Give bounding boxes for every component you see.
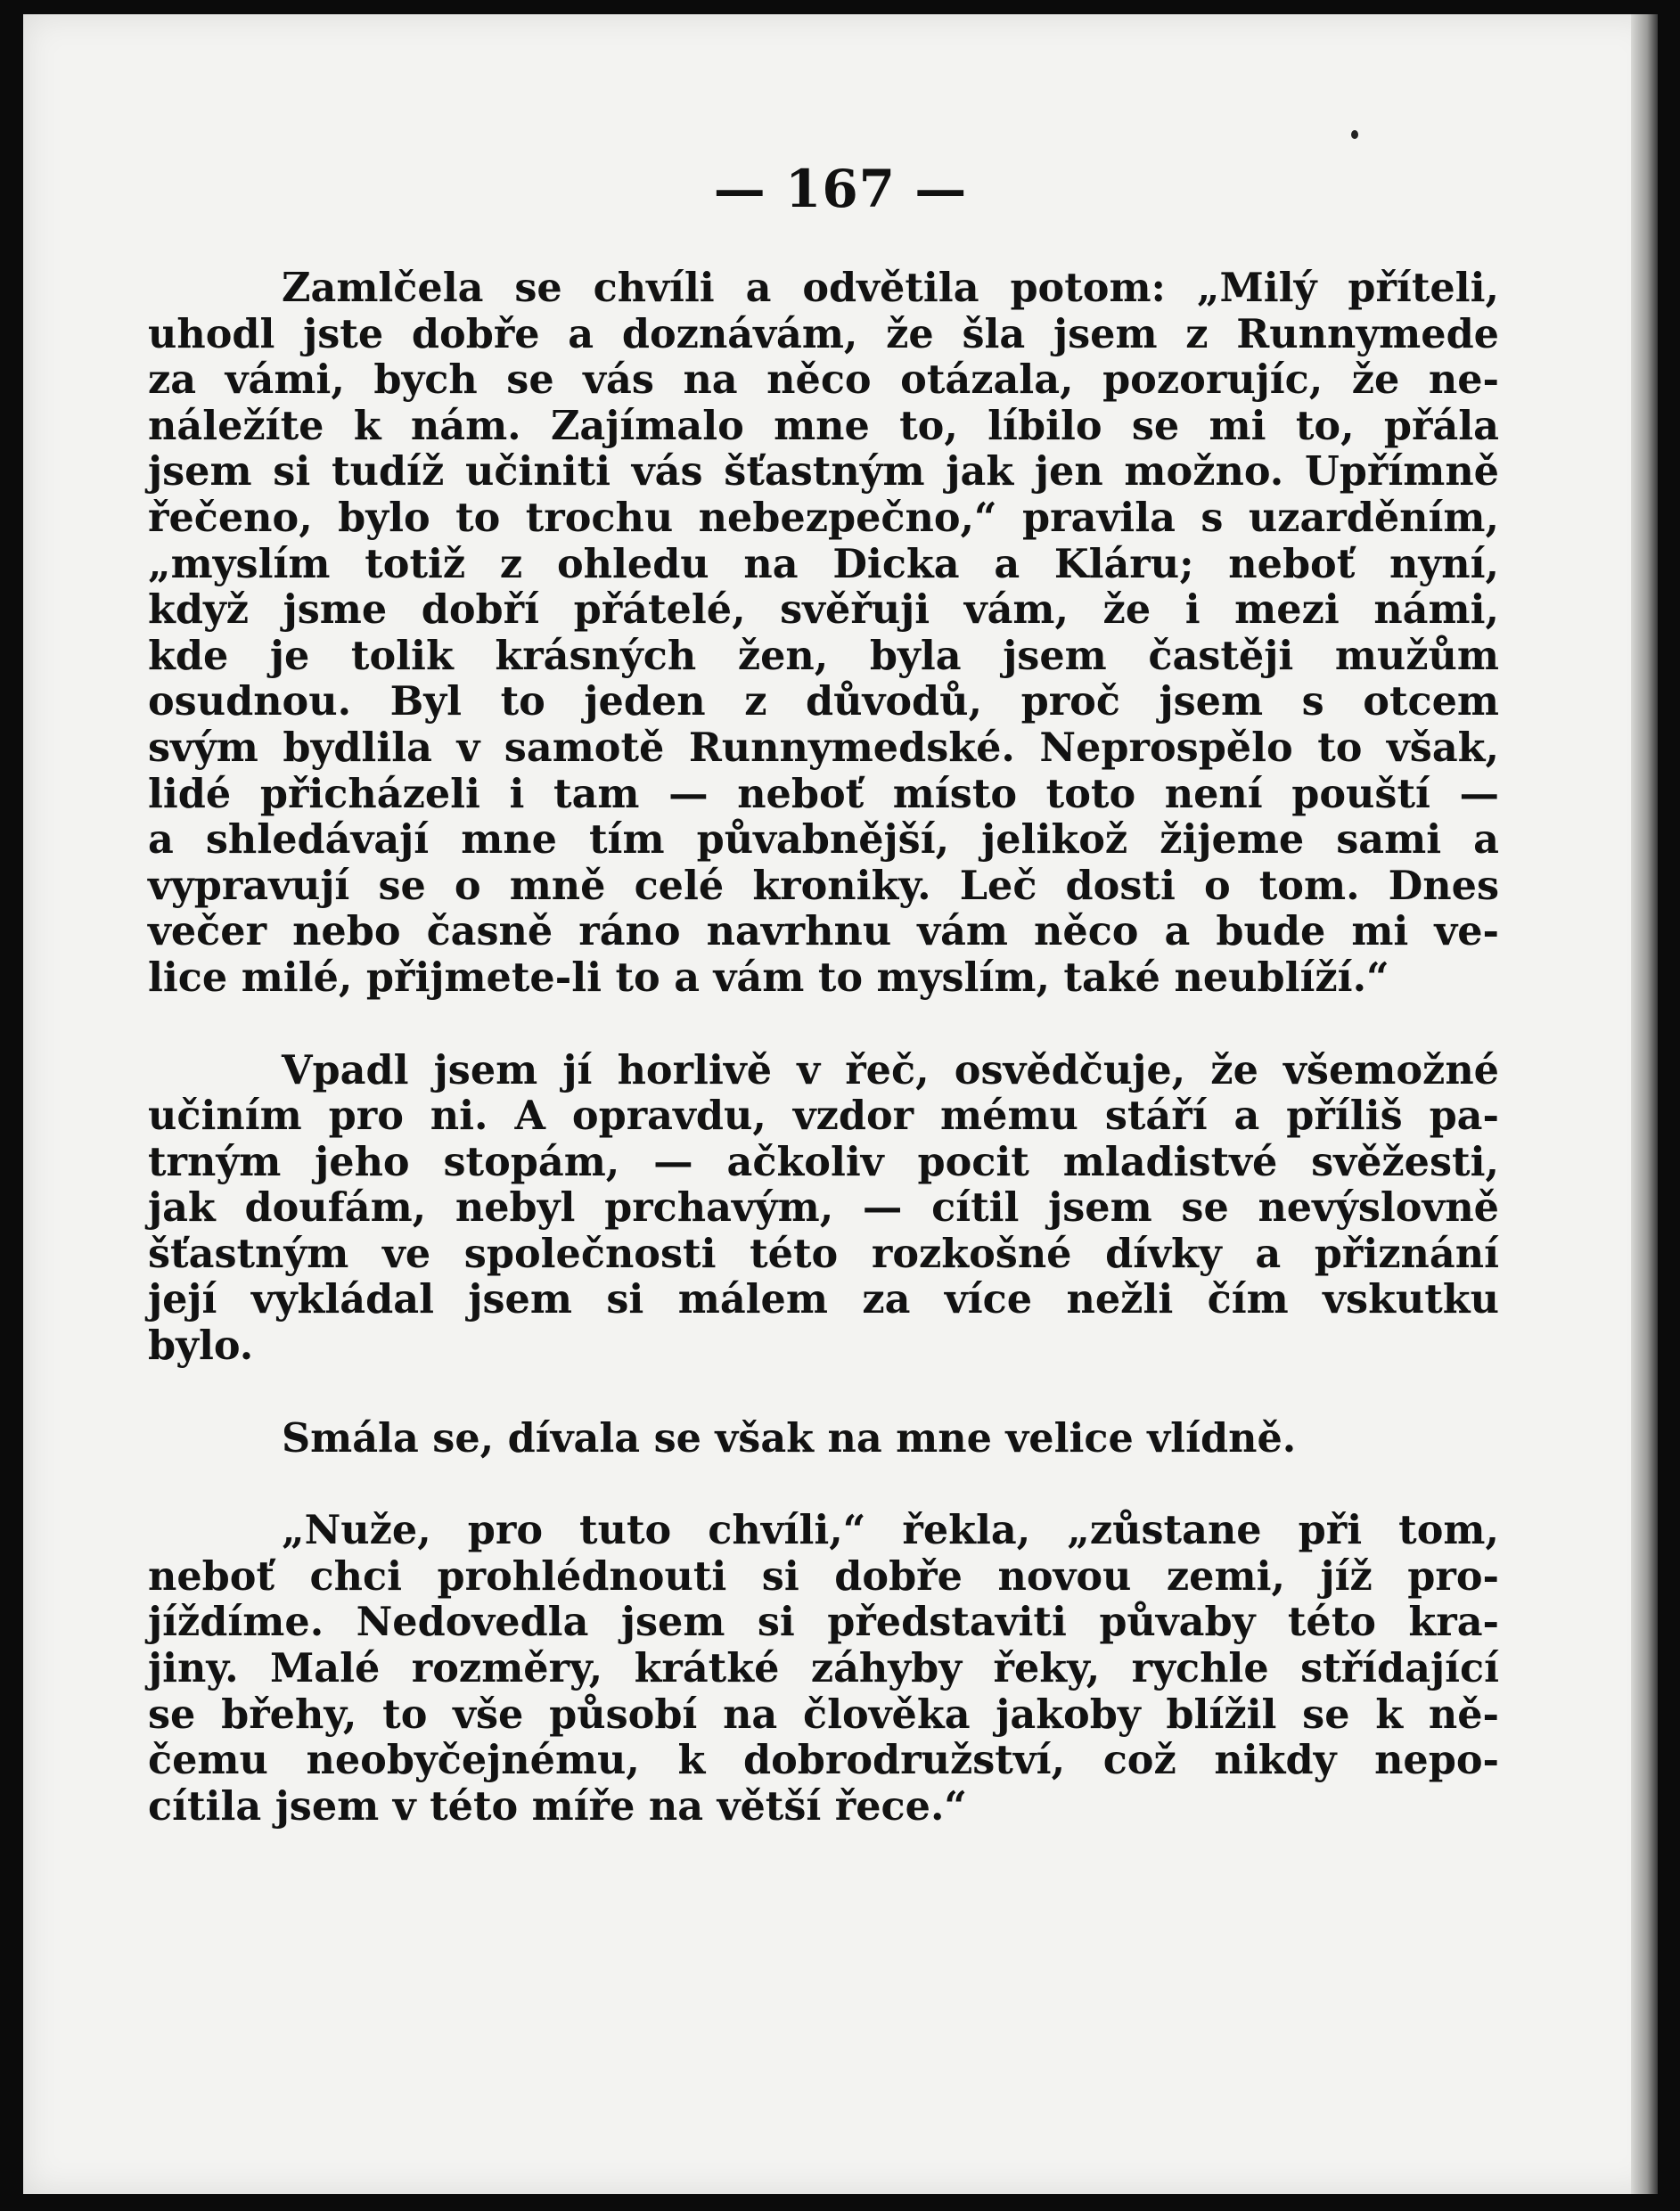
text-line: řečeno, bylo to trochu nebezpečno,“ pravila s uzarděním, (148, 494, 1499, 541)
page-edge-shadow (1631, 14, 1658, 2194)
paragraph-gap (148, 1462, 1499, 1508)
paragraph-gap (148, 1002, 1499, 1048)
text-line: „Nuže, pro tuto chvíli,“ řekla, „zůstane při tom, (282, 1507, 1499, 1554)
text-line: uhodl jste dobře a doznávám, že šla jsem z Runnymede (148, 310, 1499, 357)
text-line: se břehy, to vše působí na člověka jakoby blížil se k ně- (148, 1691, 1499, 1738)
book-page (23, 14, 1658, 2194)
paragraph-gap (148, 1370, 1499, 1416)
body-text (148, 266, 1499, 1830)
paragraph-2 (148, 1048, 1499, 1370)
text-line: a shledávají mne tím půvabnější, jelikož žijeme sami a (148, 816, 1499, 864)
text-line: její vykládal jsem si málem za více nežli čím vskutku (148, 1276, 1499, 1323)
text-line: za vámi, bych se vás na něco otázala, pozorujíc, že ne- (148, 356, 1499, 404)
text-line: čemu neobyčejnému, k dobrodružství, což nikdy nepo- (148, 1737, 1499, 1784)
page-number: — 167 — (713, 159, 968, 219)
text-line: učiním pro ni. A opravdu, vzdor mému stáří a příliš pa- (148, 1093, 1499, 1140)
text-line: vypravují se o mně celé kroniky. Leč dosti o tom. Dnes (148, 862, 1499, 909)
text-line: šťastným ve společnosti této rozkošné dívky a přiznání (148, 1230, 1499, 1277)
text-line: náležíte k nám. Zajímalo mne to, líbilo se mi to, přála (148, 402, 1499, 449)
text-line: bylo. (148, 1323, 254, 1370)
text-line: lidé přicházeli i tam — neboť místo toto není pouští — (148, 770, 1499, 817)
text-line: trným jeho stopám, — ačkoliv pocit mladistvé svěžesti, (148, 1138, 1499, 1185)
text-line: Vpadl jsem jí horlivě v řeč, osvědčuje, že všemožné (282, 1046, 1499, 1093)
text-line: když jsme dobří přátelé, svěřuji vám, že i mezi námi, (148, 586, 1499, 634)
text-line: jíždíme. Nedovedla jsem si představiti půvaby této kra- (148, 1599, 1499, 1646)
text-line: Smála se, dívala se však na mne velice vlídně. (282, 1414, 1297, 1462)
text-line: svým bydlila v samotě Runnymedské. Neprospělo to však, (148, 724, 1499, 771)
paragraph-4 (148, 1508, 1499, 1830)
text-line: večer nebo časně ráno navrhnu vám něco a bude mi ve- (148, 908, 1499, 955)
text-line: „myslím totiž z ohledu na Dicka a Kláru; neboť nyní, (148, 540, 1499, 587)
text-line: neboť chci prohlédnouti si dobře novou zemi, jíž pro- (148, 1552, 1499, 1600)
text-line: jak doufám, nebyl prchavým, — cítil jsem se nevýslovně (148, 1184, 1499, 1232)
text-line: kde je tolik krásných žen, byla jsem častěji mužům (148, 632, 1499, 679)
text-line: Zamlčela se chvíli a odvětila potom: „Milý příteli, (282, 265, 1499, 311)
text-line: lice milé, přijmete-li to a vám to myslím, také neublíží.“ (148, 954, 1389, 1001)
text-line: jiny. Malé rozměry, krátké záhyby řeky, rychle střídající (148, 1645, 1499, 1692)
text-line: osudnou. Byl to jeden z důvodů, proč jsem s otcem (148, 678, 1499, 725)
ink-speck (1351, 130, 1358, 139)
paragraph-3 (148, 1416, 1499, 1462)
paragraph-1 (148, 266, 1499, 1002)
text-line: cítila jsem v této míře na větší řece.“ (148, 1782, 968, 1830)
text-line: jsem si tudíž učiniti vás šťastným jak jen možno. Upřímně (148, 448, 1499, 495)
